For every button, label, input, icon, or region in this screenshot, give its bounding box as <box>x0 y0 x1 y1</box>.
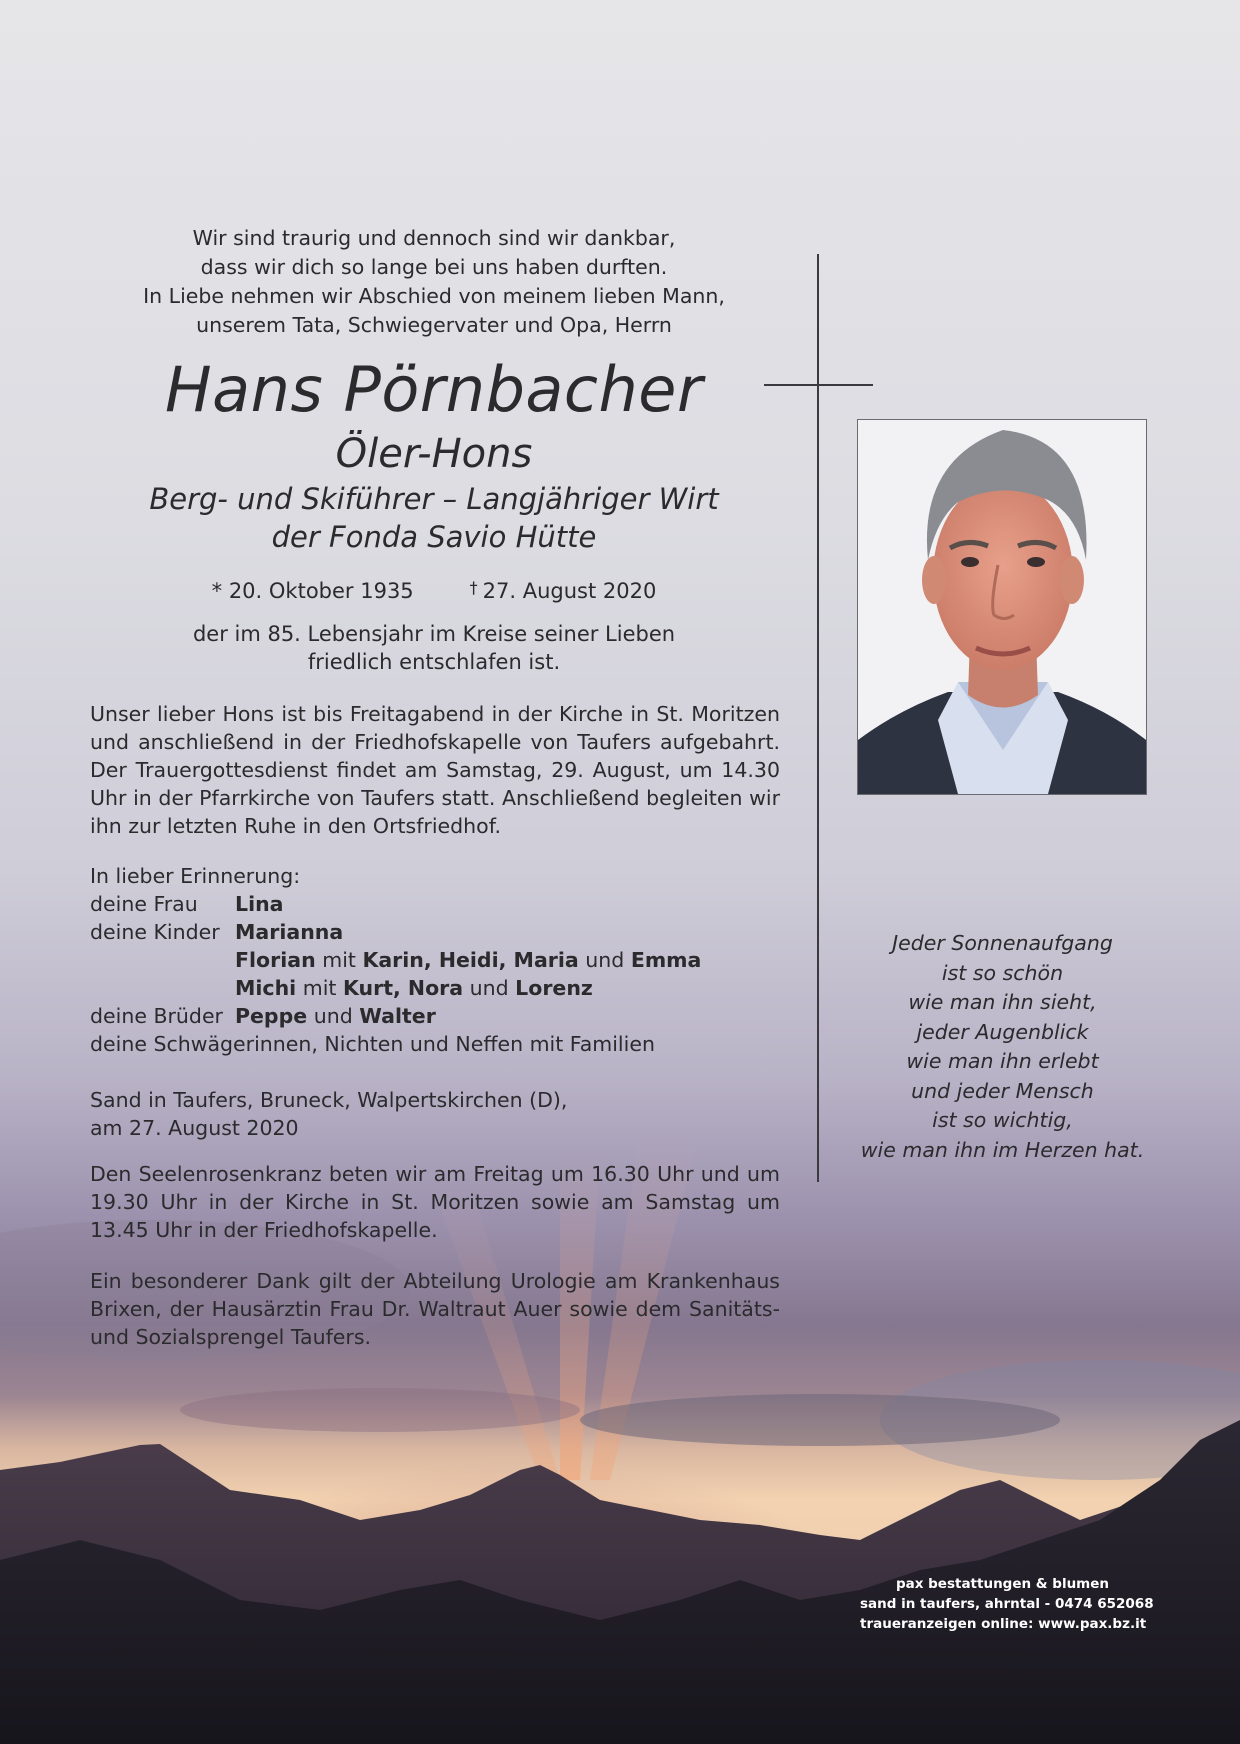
intro-line: Wir sind traurig und dennoch sind wir dankbar, <box>192 226 676 250</box>
child-family-row <box>90 974 780 1002</box>
death-cross-icon: † <box>469 578 478 597</box>
mourners-heading: In lieber Erinnerung: <box>90 864 301 888</box>
death-date-wrapper <box>470 576 657 608</box>
poem-line: wie man ihn erlebt <box>906 1049 1099 1073</box>
grandchild-name: Emma <box>630 948 702 972</box>
poem-line: jeder Augenblick <box>916 1019 1089 1044</box>
grandchildren-names: Kurt, Nora <box>342 976 464 1000</box>
grandchild-name: Lorenz <box>515 976 593 1000</box>
date-row <box>90 1114 780 1142</box>
footer-line: sand in taufers, ahrntal - 0474 652068 <box>860 1596 1154 1612</box>
wife-label: deine Frau <box>90 892 198 916</box>
cross-icon-vertical <box>817 254 819 1182</box>
funeral-home-footer <box>860 1574 1154 1634</box>
footer-link[interactable]: traueranzeigen online: www.pax.bz.it <box>860 1616 1147 1632</box>
poem-line: wie man ihn im Herzen hat. <box>860 1137 1145 1162</box>
intro-text <box>86 224 782 340</box>
poem-line: ist so wichtig, <box>932 1108 1073 1132</box>
place-line: Sand in Taufers, Bruneck, Walpertskirchen (D), <box>90 1088 568 1112</box>
poem <box>860 929 1145 1165</box>
brother-name: Peppe <box>235 1004 308 1028</box>
place-row <box>90 1086 780 1114</box>
child-name: Michi <box>235 976 297 1000</box>
children-label: deine Kinder <box>90 920 220 944</box>
intro-line: dass wir dich so lange bei uns haben durften. <box>200 255 668 279</box>
brothers-row <box>90 1002 780 1030</box>
footer-line: pax bestattungen & blumen <box>895 1576 1110 1592</box>
poem-line: wie man ihn sieht, <box>908 990 1097 1014</box>
death-date: 27. August 2020 <box>482 579 657 603</box>
word-with: mit <box>322 948 356 972</box>
deceased-profession <box>86 480 782 556</box>
word-and: und <box>313 1004 353 1028</box>
word-and: und <box>469 976 509 1000</box>
children-row <box>90 918 780 946</box>
poem-line: und jeder Mensch <box>911 1078 1094 1103</box>
grandchildren-names: Karin, Heidi, Maria <box>362 948 579 972</box>
rosary-paragraph: Den Seelenrosenkranz beten wir am Freitag um 16.30 Uhr und um 19.30 Uhr in der Kirche in St. Moritzen sowie am Samstag um 13.45 Uhr in der Friedhofskapelle. <box>90 1162 780 1242</box>
brother-name: Walter <box>359 1004 436 1028</box>
wife-name: Lina <box>235 892 284 916</box>
deceased-nickname: Öler-Hons <box>335 431 533 477</box>
birth-date: * 20. Oktober 1935 <box>211 579 414 603</box>
deceased-name: Hans Pörnbacher <box>165 353 703 426</box>
passed-line: friedlich entschlafen ist. <box>307 650 561 674</box>
portrait-photo <box>857 419 1147 795</box>
others-row <box>90 1030 780 1058</box>
life-dates <box>86 576 782 608</box>
poem-line: ist so schön <box>941 960 1064 985</box>
mourners-heading-row <box>90 862 780 890</box>
profession-line: der Fonda Savio Hütte <box>271 520 597 554</box>
intro-line: unserem Tata, Schwiegervater und Opa, Herrn <box>196 313 672 337</box>
place-date-line: am 27. August 2020 <box>90 1116 299 1140</box>
child-name: Florian <box>235 948 316 972</box>
wife-row <box>90 890 780 918</box>
thanks-paragraph: Ein besonderer Dank gilt der Abteilung Urologie am Krankenhaus Brixen, der Hausärztin Frau Dr. Waltraut Auer sowie dem Sanitäts- und Sozialsprengel Taufers. <box>90 1269 780 1349</box>
passed-line: der im 85. Lebensjahr im Kreise seiner Lieben <box>192 622 676 646</box>
child-family-row <box>90 946 780 974</box>
brothers-label: deine Brüder <box>90 1004 223 1028</box>
mourners-list <box>90 862 780 1142</box>
child-name: Marianna <box>235 920 344 944</box>
cross-icon-horizontal <box>764 384 873 386</box>
intro-line: In Liebe nehmen wir Abschied von meinem lieben Mann, <box>143 284 725 308</box>
passed-away-text <box>86 620 782 676</box>
profession-line: Berg- und Skiführer – Langjähriger Wirt <box>149 482 719 516</box>
word-and: und <box>585 948 625 972</box>
laying-out-paragraph: Unser lieber Hons ist bis Freitagabend in der Kirche in St. Moritzen und anschließend in der Friedhofskapelle von Taufers aufgebahrt. Der Trauergottesdienst findet am Samstag, 29. August, um 14.30 Uhr in der Pfarrkirche von Taufers statt. Anschließend begleiten wir ihn zur letzten Ruhe in den Ortsfriedhof. <box>90 702 780 838</box>
poem-line: Jeder Sonnenaufgang <box>892 931 1113 955</box>
word-with: mit <box>302 976 337 1000</box>
other-relatives: deine Schwägerinnen, Nichten und Neffen mit Familien <box>90 1032 655 1056</box>
